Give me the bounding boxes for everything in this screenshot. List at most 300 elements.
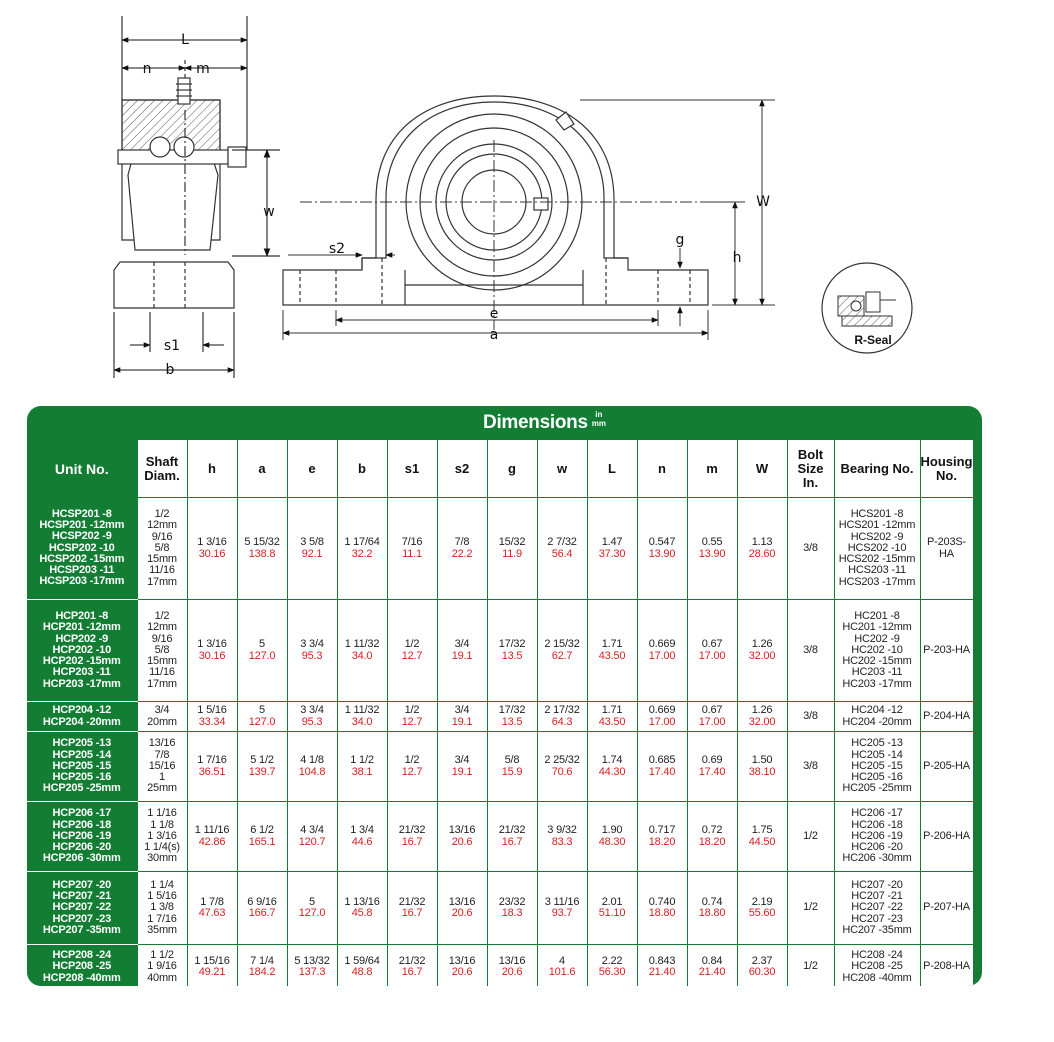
bearing-no: HC205 -16 — [851, 771, 903, 784]
bearing-no: HC204 -12 — [851, 704, 903, 717]
dim-W-mm: 32.00 — [748, 649, 776, 662]
dim-n-mm: 21.40 — [648, 966, 676, 978]
dim-e-cell — [287, 702, 337, 732]
dim-label-m: m — [196, 61, 210, 77]
dim-s2-inch: 3/4 — [454, 704, 470, 717]
bearing-no-cell — [834, 872, 920, 945]
shaft-diam: 1 1/16 — [147, 807, 177, 820]
dim-b-inch: 1 1/2 — [350, 754, 374, 767]
dim-s2-inch: 7/8 — [454, 536, 470, 549]
dim-n-inch: 0.717 — [648, 824, 676, 837]
bearing-no: HC207 -21 — [851, 890, 903, 903]
dim-h-mm: 33.34 — [198, 715, 226, 728]
dimensions-table — [27, 440, 973, 986]
dim-h-cell — [187, 802, 237, 872]
shaft-diam: 17mm — [147, 575, 177, 588]
unit-no-cell — [27, 498, 137, 600]
dim-e-inch: 3 3/4 — [300, 704, 324, 717]
header-shaft-line1: Shaft — [145, 453, 179, 469]
dim-g-cell — [487, 702, 537, 732]
housing-no: P-208-HA — [920, 945, 973, 987]
unit-no: HCP203 -17mm — [42, 677, 121, 690]
dim-b-cell — [337, 802, 387, 872]
header-b: b — [337, 440, 387, 498]
dim-n-mm: 18.80 — [648, 907, 676, 919]
header-bolt-line2: Size — [797, 460, 824, 476]
bolt-size: 3/8 — [787, 702, 834, 732]
unit-no-cell — [27, 872, 137, 945]
shaft-diam: 13/16 — [148, 737, 176, 750]
bolt-size: 3/8 — [787, 732, 834, 802]
dim-w-cell — [537, 732, 587, 802]
dim-h-inch: 1 5/16 — [197, 704, 227, 717]
housing-no: P-207-HA — [920, 872, 973, 945]
unit-no: HCP206 -20 — [52, 841, 112, 854]
dim-e-mm: 104.8 — [298, 765, 326, 778]
dim-W-mm: 38.10 — [748, 765, 776, 778]
dim-m-cell — [687, 732, 737, 802]
dim-m-cell — [687, 702, 737, 732]
bearing-no-cell — [834, 600, 920, 702]
dim-e-inch: 5 13/32 — [294, 954, 330, 967]
housing-no: P-205-HA — [920, 732, 973, 802]
header-bolt-line1: Bolt — [797, 446, 824, 462]
dim-e-inch: 4 3/4 — [300, 824, 324, 837]
unit-no: HCP207 -35mm — [42, 923, 121, 936]
dim-s1-mm: 12.7 — [401, 765, 423, 778]
dim-W-cell — [737, 600, 787, 702]
unit-no-cell — [27, 802, 137, 872]
dim-W-cell — [737, 945, 787, 987]
dim-h-cell — [187, 872, 237, 945]
dim-h-cell — [187, 945, 237, 987]
dim-w-mm: 62.7 — [551, 649, 573, 662]
table-row — [27, 872, 973, 945]
shaft-diam: 15mm — [147, 655, 177, 668]
shaft-diam: 11/16 — [149, 564, 175, 577]
bearing-no: HCS201 -8 — [850, 508, 904, 521]
dim-s1-mm: 11.1 — [402, 547, 422, 560]
dim-e-inch: 3 3/4 — [300, 638, 324, 651]
table-body — [27, 498, 973, 987]
shaft-diam-cell — [137, 732, 187, 802]
dim-s2-cell — [437, 872, 487, 945]
shaft-diam-cell — [137, 600, 187, 702]
dim-label-W: W — [756, 194, 770, 210]
dim-W-inch: 1.50 — [751, 754, 773, 767]
dim-a-mm: 184.2 — [248, 966, 276, 978]
dim-w-cell — [537, 945, 587, 987]
dim-b-mm: 34.0 — [351, 649, 373, 662]
dim-g-inch: 17/32 — [498, 704, 526, 717]
dim-label-h: h — [732, 250, 742, 266]
bearing-no: HC206 -18 — [851, 818, 903, 831]
unit-no: HCP207 -23 — [52, 912, 112, 925]
dim-e-cell — [287, 872, 337, 945]
shaft-diam: 1 1/2 — [150, 949, 174, 962]
bearing-no: HC203 -11 — [851, 666, 903, 679]
shaft-diam: 12mm — [147, 621, 177, 634]
dim-n-mm: 17.00 — [648, 715, 676, 728]
housing-no: P-206-HA — [920, 802, 973, 872]
dim-m-cell — [687, 872, 737, 945]
dim-g-inch: 21/32 — [498, 824, 526, 837]
dim-s1-cell — [387, 802, 437, 872]
unit-no: HCP206 -18 — [52, 818, 112, 831]
dim-L-mm: 56.30 — [598, 966, 626, 978]
dim-L-cell — [587, 872, 637, 945]
unit-no: HCSP202 -15mm — [39, 552, 125, 565]
shaft-diam: 7/8 — [154, 748, 170, 761]
unit-no: HCP201 -8 — [55, 610, 109, 623]
dim-s1-mm: 16.7 — [401, 966, 423, 978]
dimensions-table-panel — [27, 406, 982, 986]
table-row — [27, 732, 973, 802]
dim-s1-cell — [387, 600, 437, 702]
dim-L-inch: 1.71 — [601, 704, 623, 717]
dim-n-inch: 0.669 — [648, 704, 676, 717]
dim-b-inch: 1 13/16 — [344, 895, 380, 908]
dim-b-mm: 34.0 — [351, 715, 373, 728]
table-title: Dimensions — [483, 412, 588, 433]
dim-e-mm: 127.0 — [298, 907, 326, 919]
header-bolt-line3: In. — [802, 474, 819, 490]
dim-a-cell — [237, 600, 287, 702]
dim-e-mm: 137.3 — [298, 966, 326, 978]
dim-W-inch: 1.13 — [751, 536, 773, 549]
dim-s1-mm: 12.7 — [401, 715, 423, 728]
dim-w-cell — [537, 702, 587, 732]
bearing-no-cell — [834, 498, 920, 600]
bearing-no: HCS201 -12mm — [838, 519, 916, 532]
units-mm: mm — [591, 419, 606, 428]
dim-a-cell — [237, 802, 287, 872]
dim-b-cell — [337, 702, 387, 732]
shaft-diam: 1/2 — [154, 610, 170, 623]
bearing-no: HC208 -40mm — [842, 971, 912, 984]
bearing-no: HC202 -10 — [851, 643, 903, 656]
dim-s1-mm: 16.7 — [401, 907, 423, 919]
bearing-no: HC206 -30mm — [842, 852, 912, 865]
shaft-diam: 1 — [159, 771, 165, 784]
dim-label-g: g — [675, 232, 685, 248]
dim-s2-inch: 13/16 — [448, 824, 476, 837]
bearing-no-cell — [834, 802, 920, 872]
dim-W-mm: 44.50 — [748, 835, 776, 848]
dim-s1-cell — [387, 702, 437, 732]
bolt-size: 1/2 — [787, 802, 834, 872]
shaft-diam: 17mm — [147, 677, 177, 690]
shaft-diam: 20mm — [147, 715, 177, 728]
dim-w-mm: 56.4 — [551, 547, 573, 560]
dim-W-mm: 55.60 — [748, 907, 776, 919]
unit-no-cell — [27, 702, 137, 732]
unit-no: HCP204 -20mm — [42, 715, 121, 728]
dim-g-inch: 5/8 — [504, 754, 520, 767]
dim-L-mm: 43.50 — [598, 649, 626, 662]
header-housing-line1: Housing — [920, 453, 973, 469]
dim-w-mm: 93.7 — [551, 907, 573, 919]
table-row — [27, 600, 973, 702]
dim-L-cell — [587, 945, 637, 987]
dim-h-inch: 1 3/16 — [197, 638, 227, 651]
bearing-no: HC205 -15 — [851, 759, 903, 772]
unit-no: HCSP202 -10 — [48, 541, 115, 554]
dim-a-mm: 127.0 — [248, 715, 276, 728]
shaft-diam: 1 1/4(s) — [144, 841, 180, 854]
header-L: L — [587, 440, 637, 498]
dim-L-mm: 43.50 — [598, 715, 626, 728]
dim-g-mm: 13.5 — [501, 649, 523, 662]
shaft-diam-cell — [137, 498, 187, 600]
dim-s2-mm: 22.2 — [451, 547, 473, 560]
dim-W-cell — [737, 732, 787, 802]
dim-g-mm: 16.7 — [501, 835, 523, 848]
dim-W-inch: 1.75 — [751, 824, 773, 837]
dim-a-cell — [237, 872, 287, 945]
unit-no: HCP202 -9 — [55, 632, 109, 645]
dim-L-cell — [587, 732, 637, 802]
dim-b-mm: 45.8 — [351, 907, 373, 919]
dim-e-cell — [287, 600, 337, 702]
housing-no: P-203-HA — [920, 600, 973, 702]
unit-no-cell — [27, 732, 137, 802]
dim-label-L: L — [181, 32, 189, 48]
dim-g-mm: 18.3 — [501, 907, 523, 919]
dim-label-w: w — [263, 204, 275, 220]
shaft-diam: 1 7/16 — [147, 912, 177, 925]
technical-drawing — [0, 0, 1054, 400]
dim-m-cell — [687, 945, 737, 987]
dim-m-cell — [687, 802, 737, 872]
dim-a-mm: 165.1 — [248, 835, 276, 848]
dim-n-mm: 18.20 — [648, 835, 676, 848]
dim-m-inch: 0.67 — [701, 638, 723, 651]
dim-h-inch: 1 7/8 — [200, 895, 224, 908]
table-row — [27, 498, 973, 600]
shaft-diam: 1 1/8 — [150, 818, 174, 831]
dim-g-cell — [487, 498, 537, 600]
shaft-diam: 1 3/8 — [150, 901, 174, 914]
bearing-no: HC201 -12mm — [842, 621, 912, 634]
dim-b-cell — [337, 732, 387, 802]
dim-w-inch: 2 17/32 — [544, 704, 580, 717]
unit-no: HCP207 -21 — [52, 890, 112, 903]
dim-W-mm: 32.00 — [748, 715, 776, 728]
header-shaft-line2: Diam. — [144, 467, 180, 483]
dim-w-inch: 3 9/32 — [547, 824, 577, 837]
dim-s2-inch: 13/16 — [448, 895, 476, 908]
dim-n-inch: 0.547 — [648, 536, 676, 549]
bearing-no: HC206 -20 — [851, 841, 903, 854]
bearing-no-cell — [834, 702, 920, 732]
unit-no: HCP203 -11 — [52, 666, 111, 679]
dim-n-cell — [637, 945, 687, 987]
dim-s2-mm: 20.6 — [451, 966, 473, 978]
header-s2: s2 — [437, 440, 487, 498]
unit-no: HCP206 -30mm — [42, 852, 121, 865]
bearing-no: HC206 -19 — [851, 829, 903, 842]
dim-m-mm: 17.00 — [698, 649, 726, 662]
shaft-diam: 35mm — [147, 923, 177, 936]
header-n: n — [637, 440, 687, 498]
header-housing-line2: No. — [936, 467, 957, 483]
dim-a-mm: 138.8 — [248, 547, 276, 560]
dim-a-inch: 5 1/2 — [250, 754, 274, 767]
unit-no: HCP208 -24 — [52, 949, 112, 962]
dim-b-inch: 1 17/64 — [344, 536, 380, 549]
bearing-no: HC205 -13 — [851, 737, 903, 750]
dim-n-cell — [637, 498, 687, 600]
dim-e-mm: 95.3 — [301, 649, 323, 662]
dim-L-inch: 2.01 — [601, 895, 623, 908]
dim-h-cell — [187, 600, 237, 702]
dim-h-inch: 1 15/16 — [194, 954, 230, 967]
dim-a-inch: 5 — [259, 704, 265, 717]
dim-s2-cell — [437, 702, 487, 732]
unit-no: HCP205 -14 — [52, 748, 112, 761]
dim-b-mm: 44.6 — [351, 835, 373, 848]
dim-n-mm: 13.90 — [648, 547, 676, 560]
shaft-diam: 1/2 — [154, 508, 170, 521]
dim-m-mm: 21.40 — [698, 966, 726, 978]
dim-s1-inch: 21/32 — [398, 824, 426, 837]
dim-s2-cell — [437, 600, 487, 702]
bolt-size: 3/8 — [787, 600, 834, 702]
dim-b-mm: 38.1 — [351, 765, 373, 778]
dim-g-cell — [487, 872, 537, 945]
dim-m-inch: 0.72 — [701, 824, 723, 837]
unit-no: HCP204 -12 — [52, 704, 112, 717]
dim-m-mm: 18.20 — [698, 835, 726, 848]
shaft-diam: 30mm — [147, 852, 177, 865]
bearing-no-cell — [834, 732, 920, 802]
dim-s2-mm: 20.6 — [451, 907, 473, 919]
dim-L-cell — [587, 702, 637, 732]
header-bearing-no: Bearing No. — [834, 440, 920, 498]
dim-s2-mm: 19.1 — [451, 649, 473, 662]
dim-n-cell — [637, 600, 687, 702]
unit-no: HCSP201 -12mm — [39, 519, 125, 532]
dim-W-mm: 60.30 — [748, 966, 776, 978]
dim-n-cell — [637, 802, 687, 872]
dim-a-inch: 7 1/4 — [250, 954, 274, 967]
dim-L-cell — [587, 802, 637, 872]
bearing-no: HC207 -35mm — [842, 923, 912, 936]
dim-L-inch: 1.90 — [601, 824, 623, 837]
table-row — [27, 702, 973, 732]
dim-w-inch: 2 25/32 — [544, 754, 580, 767]
shaft-diam: 1 1/4 — [150, 878, 174, 891]
dim-b-mm: 48.8 — [351, 966, 373, 978]
shaft-diam: 25mm — [147, 782, 177, 795]
bearing-no: HC207 -22 — [851, 901, 903, 914]
dim-s1-inch: 21/32 — [398, 954, 426, 967]
header-bolt-size — [787, 440, 834, 498]
shaft-diam-cell — [137, 945, 187, 987]
table-title-bar — [27, 406, 982, 440]
header-shaft-diam — [137, 440, 187, 498]
dim-g-cell — [487, 802, 537, 872]
dim-m-inch: 0.55 — [701, 536, 723, 549]
unit-no: HCSP203 -17mm — [39, 575, 125, 588]
dim-W-mm: 28.60 — [748, 547, 776, 560]
dim-s1-inch: 7/16 — [401, 536, 423, 549]
shaft-diam: 1 9/16 — [147, 960, 177, 973]
dim-b-mm: 32.2 — [351, 547, 373, 560]
bearing-no: HC206 -17 — [851, 807, 903, 820]
table-header-row — [27, 440, 973, 498]
dim-s2-mm: 20.6 — [451, 835, 473, 848]
dim-n-mm: 17.40 — [648, 765, 676, 778]
bearing-no: HCS203 -11 — [848, 564, 906, 577]
dim-L-mm: 51.10 — [598, 907, 626, 919]
unit-no: HCP201 -12mm — [42, 621, 121, 634]
bearing-no: HC203 -17mm — [842, 677, 912, 690]
dim-s1-inch: 21/32 — [398, 895, 426, 908]
dim-a-cell — [237, 702, 287, 732]
dim-g-cell — [487, 732, 537, 802]
dim-g-inch: 15/32 — [498, 536, 526, 549]
dim-L-inch: 1.71 — [601, 638, 623, 651]
dim-w-inch: 3 11/16 — [544, 895, 580, 908]
dim-b-inch: 1 3/4 — [350, 824, 374, 837]
dim-e-inch: 3 5/8 — [300, 536, 324, 549]
dim-b-cell — [337, 600, 387, 702]
bearing-no: HC201 -8 — [854, 610, 900, 623]
bearing-no: HC205 -14 — [851, 748, 903, 761]
dim-label-s1: s1 — [163, 338, 181, 354]
header-g: g — [487, 440, 537, 498]
bearing-no: HCS202 -10 — [847, 541, 907, 554]
dim-w-mm: 83.3 — [551, 835, 573, 848]
dim-n-inch: 0.685 — [648, 754, 676, 767]
dim-s1-inch: 1/2 — [404, 638, 420, 651]
dim-w-cell — [537, 498, 587, 600]
bearing-no: HCS202 -9 — [850, 530, 904, 543]
dim-h-inch: 1 11/16 — [194, 824, 230, 837]
units-label — [592, 410, 606, 428]
dim-s2-cell — [437, 802, 487, 872]
shaft-diam: 11/16 — [149, 666, 175, 679]
dim-s1-cell — [387, 945, 437, 987]
dim-s1-mm: 16.7 — [401, 835, 423, 848]
table-row — [27, 802, 973, 872]
dim-W-cell — [737, 498, 787, 600]
dim-a-mm: 166.7 — [248, 907, 276, 919]
unit-no: HCSP201 -8 — [51, 508, 112, 521]
header-e: e — [287, 440, 337, 498]
dim-b-cell — [337, 498, 387, 600]
unit-no: HCP208 -25 — [52, 960, 112, 973]
dim-n-inch: 0.843 — [648, 954, 676, 967]
dim-g-mm: 13.5 — [501, 715, 523, 728]
bearing-no: HCS202 -15mm — [838, 553, 916, 566]
dim-s1-inch: 1/2 — [404, 704, 420, 717]
dim-L-inch: 2.22 — [601, 954, 623, 967]
dim-a-mm: 127.0 — [248, 649, 276, 662]
shaft-diam: 12mm — [147, 519, 177, 532]
dim-a-inch: 6 9/16 — [247, 895, 277, 908]
units-inch: in — [595, 410, 603, 419]
dim-g-cell — [487, 945, 537, 987]
dim-g-inch: 13/16 — [498, 954, 526, 967]
bearing-no: HC208 -25 — [851, 960, 903, 973]
dim-m-inch: 0.74 — [701, 895, 723, 908]
unit-no-cell — [27, 945, 137, 987]
unit-no: HCP206 -17 — [52, 807, 112, 820]
dim-m-inch: 0.69 — [701, 754, 723, 767]
